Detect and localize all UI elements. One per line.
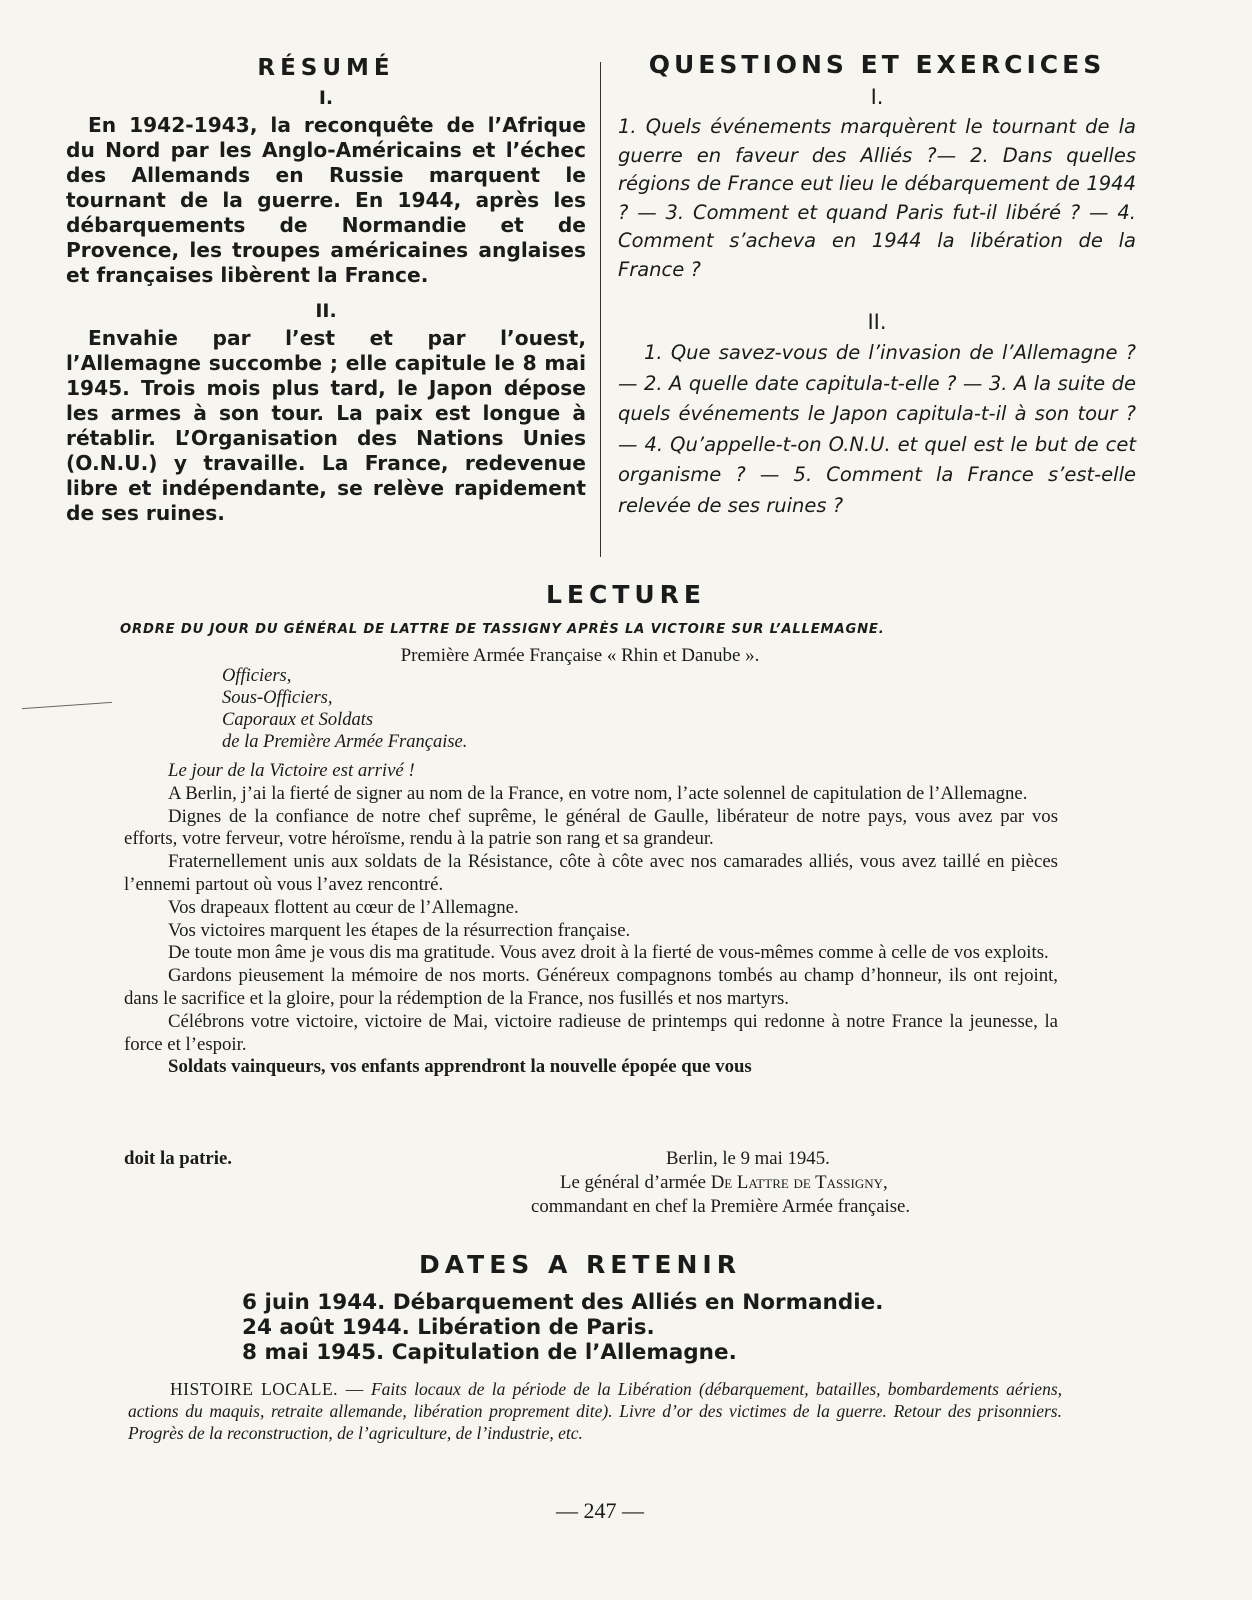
signature-role: commandant en chef la Première Armée française. xyxy=(531,1196,911,1217)
local-history-label: HISTOIRE LOCALE. — xyxy=(170,1379,364,1399)
lecture-paragraph: A Berlin, j’ai la fierté de signer au nom de la France, en votre nom, l’acte solennel de capitulation de l’Allemagne. xyxy=(168,782,1028,804)
resume-section-2-text: Envahie par l’est et par l’ouest, l’Allemagne succombe ; elle capitule le 8 mai 1945. Trois mois plus tard, le Japon dépose les armes à son tour. La paix est longue à rétablir. L’Organisation des Nations Unies (O.N.U.) y travaille. La France, redevenue libre et indépendante, se relève rapidement de ses ruines. xyxy=(66,326,586,525)
questions-title: QUESTIONS ET EXERCICES xyxy=(648,50,1106,79)
pencil-mark xyxy=(22,702,112,709)
dates-title: DATES A RETENIR xyxy=(419,1250,741,1279)
questions-column xyxy=(618,50,1136,521)
date-item: 8 mai 1945. Capitulation de l’Allemagne. xyxy=(242,1340,737,1365)
lecture-paragraph: De toute mon âme je vous dis ma gratitude. Vous avez droit à la fierté de vous-mêmes comme à celle de vos exploits. xyxy=(168,942,1049,964)
lecture-paragraph: Fraternellement unis aux soldats de la Résistance, côte à côte avec nos camarades alliés, vous avez taillé en pièces l’ennemi partout où vous l’avez rencontré. xyxy=(124,851,1058,895)
lecture-paragraph: Dignes de la confiance de notre chef suprême, le général de Gaulle, libérateur de notre pays, vous avez par vos efforts, votre ferveur, votre héroïsme, rendu à la patrie son rang et sa grandeur. xyxy=(124,805,1058,850)
signature-prefix: Le général d’armée xyxy=(560,1172,706,1193)
place-date: Berlin, le 9 mai 1945. xyxy=(666,1148,830,1169)
resume-section-2-number: II. xyxy=(315,300,337,322)
salutation-line: Officiers, xyxy=(222,666,292,686)
lecture-title: LECTURE xyxy=(545,580,707,609)
salutation-line: Sous-Officiers, xyxy=(222,688,333,708)
date-item: 6 juin 1944. Débarquement des Alliés en Normandie. xyxy=(242,1290,884,1315)
resume-section-1-text: En 1942-1943, la reconquête de l’Afrique du Nord par les Anglo-Américains et l’échec des Allemands en Russie marquent le tournant de la guerre. En 1944, après les débarquements de Normandie et de Provence, les troupes américaines anglaises et françaises libèrent la France. xyxy=(66,113,586,287)
questions-section-1-number: I. xyxy=(870,85,884,109)
lecture-paragraph: Gardons pieusement la mémoire de nos morts. Généreux compagnons tombés au champ d’honneur, ils ont rejoint, dans le sacrifice et la gloire, pour la rédemption de la France, nos fusillés et nos martyrs. xyxy=(124,965,1058,1009)
signature-line xyxy=(560,1172,888,1194)
lecture-subtitle: ORDRE DU JOUR DU GÉNÉRAL DE LATTRE DE TASSIGNY APRÈS LA VICTOIRE SUR L’ALLEMAGNE. xyxy=(120,622,885,637)
lecture-body xyxy=(124,760,1058,1079)
lecture-paragraph: Vos drapeaux flottent au cœur de l’Allemagne. xyxy=(168,896,519,918)
dates-list xyxy=(242,1290,883,1365)
lecture-paragraph: Vos victoires marquent les étapes de la résurrection française. xyxy=(168,919,631,941)
resume-title: RÉSUMÉ xyxy=(257,55,395,81)
questions-section-2-text: 1. Que savez-vous de l’invasion de l’Allemagne ? — 2. A quelle date capitula-t-elle ? — 3. A la suite de quels événements le Japon capitula-t-il à son tour ? — 4. Qu’appelle-t-on O.N.U. et quel est le but de cet organisme ? — 5. Comment la France s’est-elle relevée de ses ruines ? xyxy=(618,341,1136,517)
resume-section-1-number: I. xyxy=(318,87,334,109)
salutation-line: de la Première Armée Française. xyxy=(222,732,468,752)
lecture-paragraph: Célébrons votre victoire, victoire de Mai, victoire radieuse de printemps qui redonne à notre France la jeunesse, la force et l’espoir. xyxy=(124,1010,1058,1055)
column-divider xyxy=(600,62,601,557)
resume-column xyxy=(66,55,586,526)
lecture-paragraph: Le jour de la Victoire est arrivé ! xyxy=(168,760,415,781)
date-item: 24 août 1944. Libération de Paris. xyxy=(242,1315,655,1340)
salutation-block xyxy=(222,665,467,753)
page-number: — 247 — xyxy=(556,1498,644,1523)
closing-bold-line: Soldats vainqueurs, vos enfants apprendront la nouvelle épopée que vous xyxy=(168,1056,752,1078)
questions-section-1-text: 1. Quels événements marquèrent le tournant de la guerre en faveur des Alliés ?— 2. Dans quelles régions de France eut lieu le débarquement de 1944 ? — 3. Comment et quand Paris fut-il libéré ? — 4. Comment s’acheva en 1944 la libération de la France ? xyxy=(618,115,1136,281)
local-history xyxy=(128,1378,1062,1444)
signature-name: De Lattre de Tassigny, xyxy=(710,1172,888,1193)
salutation-line: Caporaux et Soldats xyxy=(222,710,374,730)
closing-bold-line-2: doit la patrie. xyxy=(124,1148,232,1169)
local-history-text: Faits locaux de la période de la Libération (débarquement, batailles, bombardements aériens, actions du maquis, retraite allemande, libération proprement dite). Livre d’or des victimes de la guerre. Retour des prisonniers. Progrès de la reconstruction, de l’agriculture, de l’industrie, etc. xyxy=(128,1379,1063,1443)
army-line: Première Armée Française « Rhin et Danube ». xyxy=(400,645,760,666)
questions-section-2-number: II. xyxy=(867,310,887,334)
